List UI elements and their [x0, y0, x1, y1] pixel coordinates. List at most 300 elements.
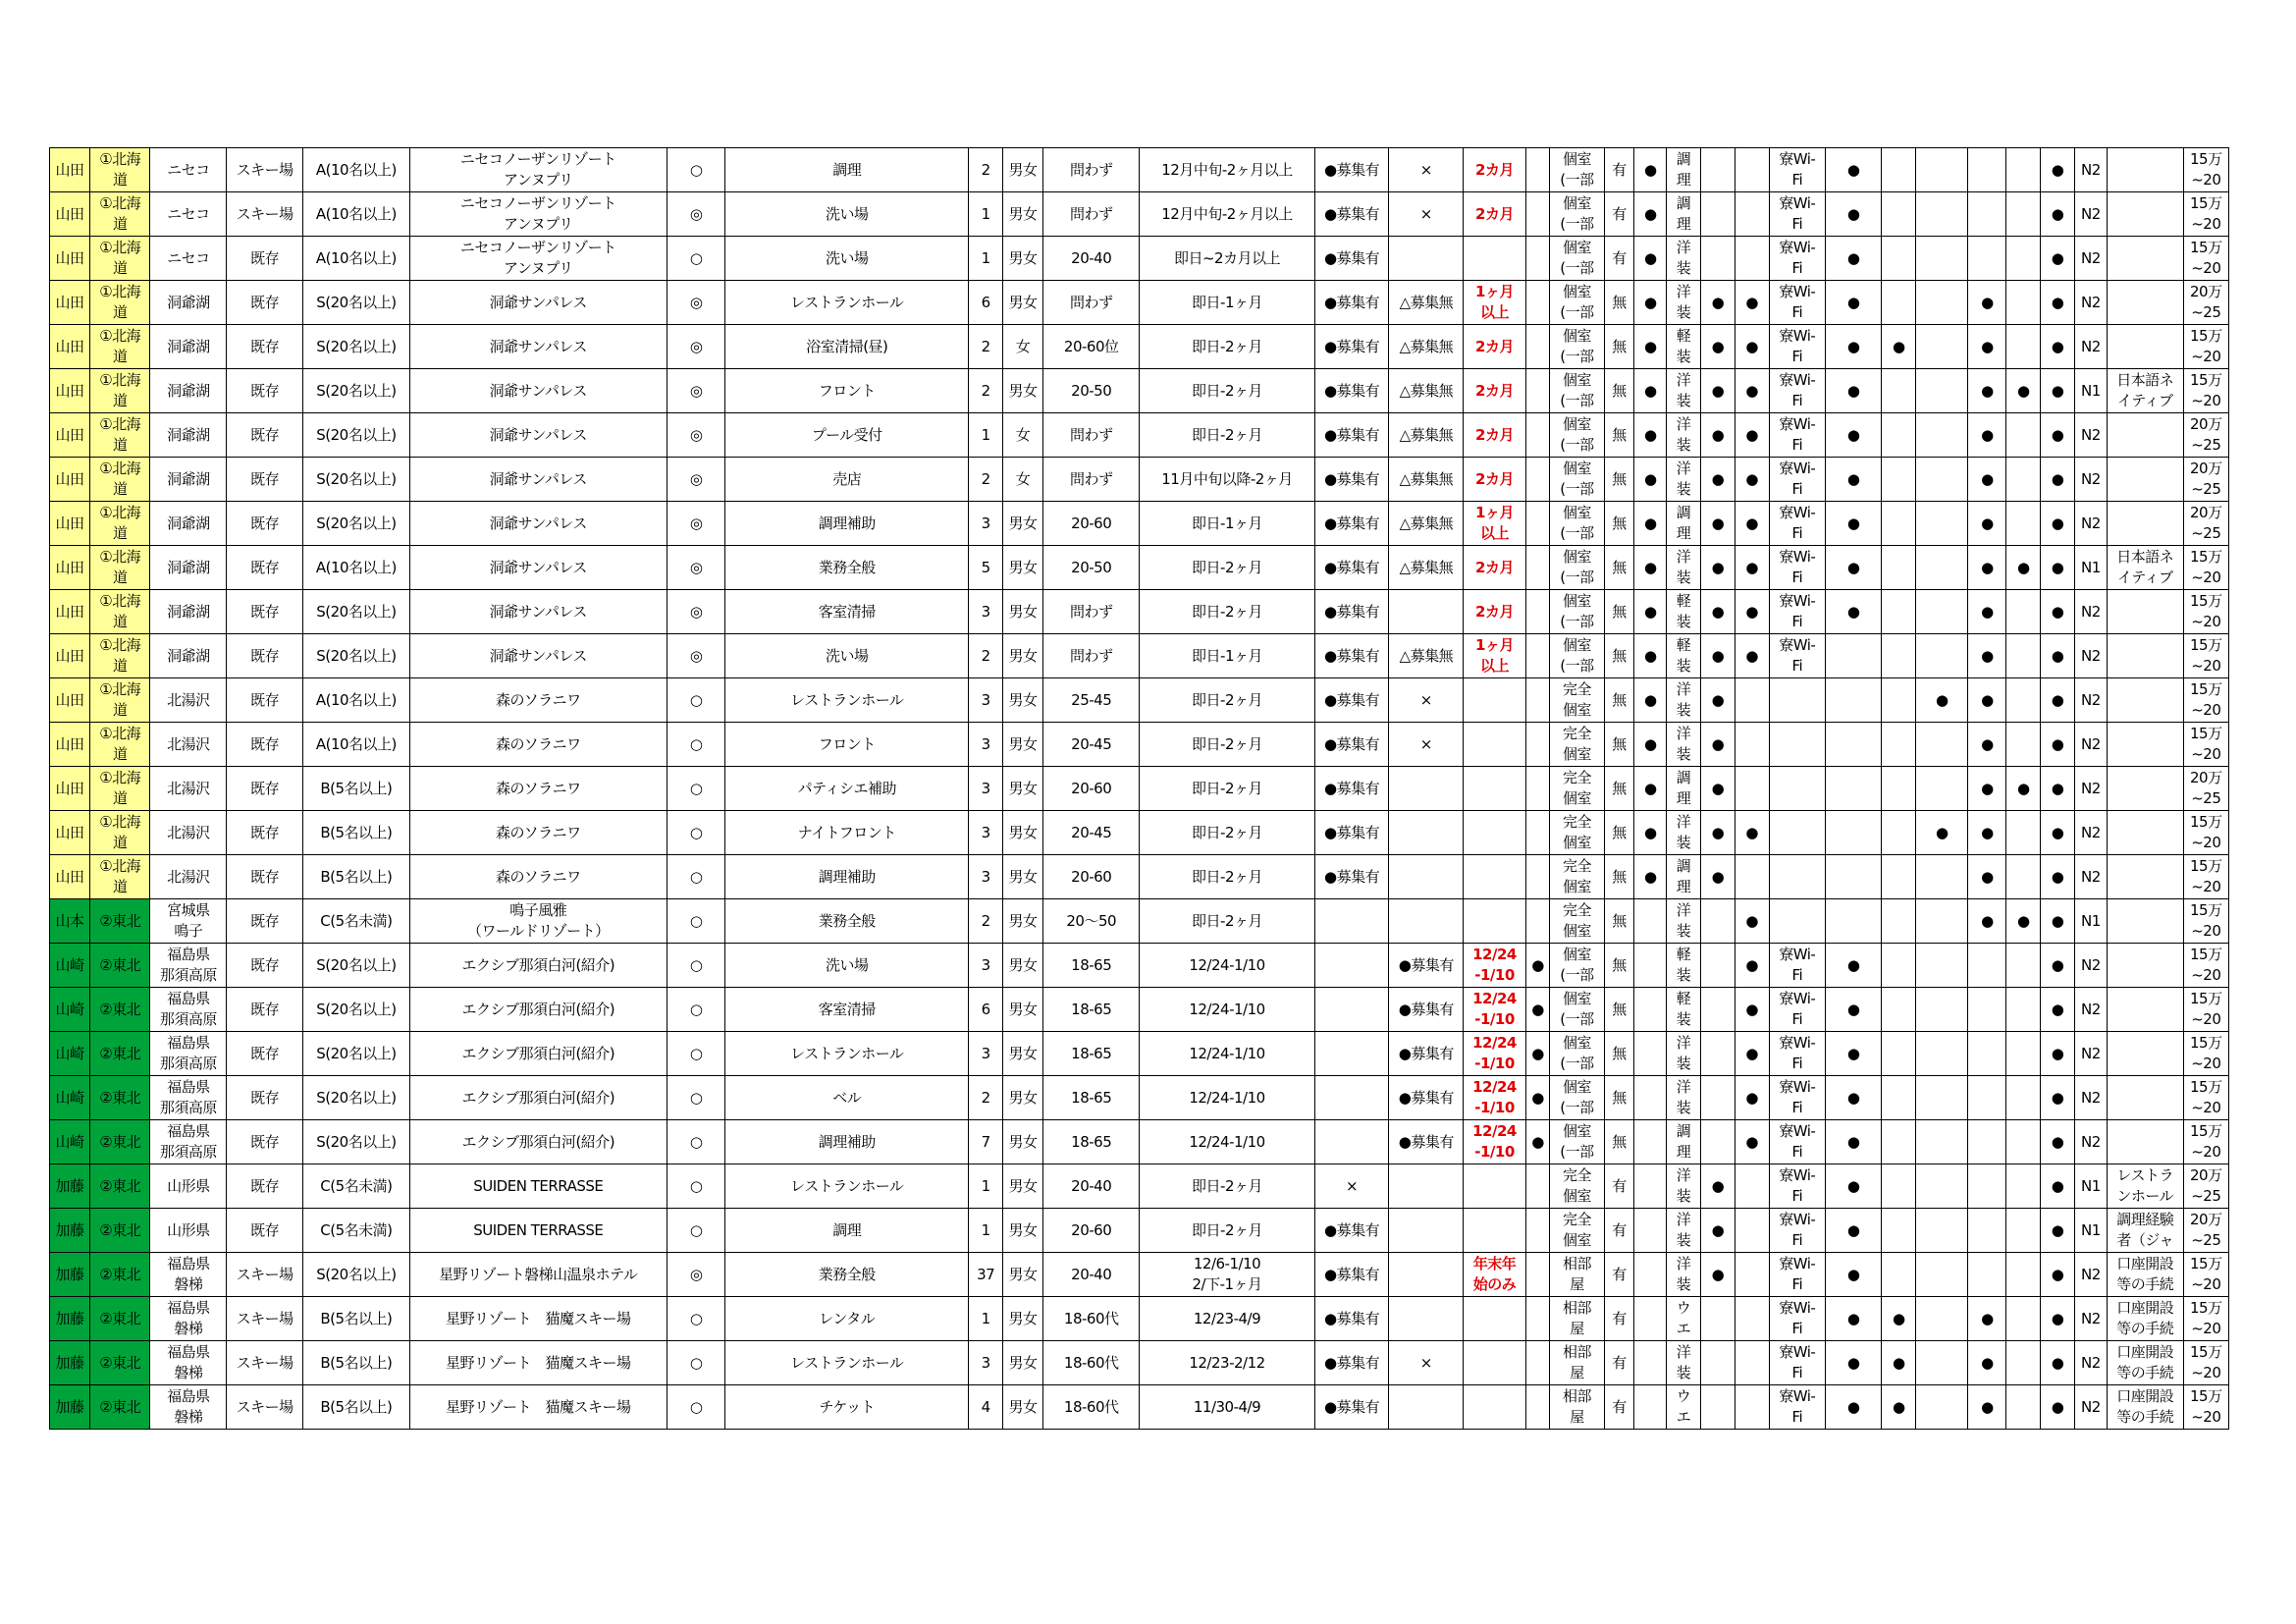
area-cell: ニセコ — [150, 192, 227, 237]
size-cell: S(20名以上) — [303, 369, 410, 413]
period-cell: 即日-1ヶ月 — [1140, 281, 1314, 325]
room-cell: 個室 (一部 — [1550, 988, 1604, 1032]
recruit-alt-cell: ●募集有 — [1389, 988, 1464, 1032]
age-cell: 20-45 — [1043, 811, 1140, 855]
recruit-alt-cell: △募集無 — [1389, 458, 1464, 502]
fee-cell: 無 — [1604, 1076, 1634, 1120]
period-cell: 12/24-1/10 — [1140, 988, 1314, 1032]
check-cell — [1525, 546, 1550, 590]
staff-cell: 山本 — [50, 899, 90, 944]
rating-mark: ○ — [667, 1164, 724, 1209]
period-cell: 12月中旬-2ヶ月以上 — [1140, 192, 1314, 237]
gender-cell: 女 — [1003, 325, 1043, 369]
check-cell — [1968, 1253, 2006, 1297]
gender-cell: 男女 — [1003, 1076, 1043, 1120]
wifi-cell: 寮Wi- Fi — [1769, 988, 1825, 1032]
note-cell — [2107, 192, 2183, 237]
count-cell: 37 — [969, 1253, 1003, 1297]
check-cell — [2006, 678, 2041, 723]
check-cell — [2006, 325, 2041, 369]
check-cell: ● — [1968, 413, 2006, 458]
wifi-cell — [1769, 678, 1825, 723]
check-cell: ● — [2041, 590, 2075, 634]
jlpt-cell: N2 — [2075, 148, 2108, 192]
check-cell — [1916, 325, 1968, 369]
check-cell — [1825, 723, 1881, 767]
area-cell: 福島県 磐梯 — [150, 1341, 227, 1385]
facility-cell: エクシブ那須白河(紹介) — [409, 988, 667, 1032]
period-cell: 即日-2ヶ月 — [1140, 1209, 1314, 1253]
option-cell: ● — [1735, 634, 1769, 678]
staff-cell: 山田 — [50, 678, 90, 723]
check-cell — [1916, 413, 1968, 458]
gender-cell: 男女 — [1003, 855, 1043, 899]
period-cell: 即日-2ヶ月 — [1140, 546, 1314, 590]
size-cell: S(20名以上) — [303, 281, 410, 325]
recruit-cell — [1314, 1032, 1389, 1076]
region-cell: ②東北 — [89, 1076, 149, 1120]
count-cell: 3 — [969, 723, 1003, 767]
area-cell: 福島県 磐梯 — [150, 1385, 227, 1430]
gender-cell: 男女 — [1003, 1032, 1043, 1076]
check-cell: ● — [2041, 192, 2075, 237]
recruit-cell: ●募集有 — [1314, 1385, 1389, 1430]
check-cell: ● — [1825, 148, 1881, 192]
option-cell: ● — [1700, 369, 1735, 413]
fee-cell: 無 — [1604, 988, 1634, 1032]
job-cell: フロント — [725, 369, 969, 413]
note-cell — [2107, 634, 2183, 678]
fee-cell: 無 — [1604, 944, 1634, 988]
check-cell: ● — [2041, 855, 2075, 899]
facility-cell: 星野リゾート 猫魔スキー場 — [409, 1297, 667, 1341]
option-cell: ● — [1735, 899, 1769, 944]
job-cell: チケット — [725, 1385, 969, 1430]
uniform-cell: 調 理 — [1667, 767, 1701, 811]
jlpt-cell: N2 — [2075, 1076, 2108, 1120]
count-cell: 3 — [969, 855, 1003, 899]
staff-cell: 山田 — [50, 723, 90, 767]
gender-cell: 男女 — [1003, 590, 1043, 634]
recruit-cell: ●募集有 — [1314, 1341, 1389, 1385]
jlpt-cell: N2 — [2075, 1253, 2108, 1297]
check-cell — [1882, 855, 1916, 899]
facility-cell: ニセコノーザンリゾート アンヌプリ — [409, 237, 667, 281]
size-cell: S(20名以上) — [303, 325, 410, 369]
age-cell: 問わず — [1043, 281, 1140, 325]
pay-cell: 20万 ~25 — [2183, 413, 2228, 458]
type-cell: 既存 — [227, 1120, 303, 1164]
check-cell — [2006, 1209, 2041, 1253]
rating-mark: ○ — [667, 944, 724, 988]
staff-cell: 山田 — [50, 281, 90, 325]
meal-cell: ● — [1634, 369, 1667, 413]
check-cell: ● — [2041, 1253, 2075, 1297]
age-cell: 20-60 — [1043, 1209, 1140, 1253]
recruit-cell: ●募集有 — [1314, 502, 1389, 546]
fee-cell: 無 — [1604, 723, 1634, 767]
region-cell: ②東北 — [89, 1385, 149, 1430]
check-cell: ● — [1825, 1253, 1881, 1297]
facility-cell: 洞爺サンパレス — [409, 502, 667, 546]
jlpt-cell: N2 — [2075, 1120, 2108, 1164]
count-cell: 1 — [969, 192, 1003, 237]
rating-mark: ○ — [667, 1076, 724, 1120]
recruit-cell — [1314, 899, 1389, 944]
check-cell — [2006, 723, 2041, 767]
check-cell: ● — [1916, 811, 1968, 855]
rating-mark: ◎ — [667, 546, 724, 590]
facility-cell: エクシブ那須白河(紹介) — [409, 1032, 667, 1076]
check-cell: ● — [1825, 1385, 1881, 1430]
option-cell: ● — [1735, 1120, 1769, 1164]
room-cell: 個室 (一部 — [1550, 502, 1604, 546]
staff-cell: 山崎 — [50, 1032, 90, 1076]
pay-cell: 20万 ~25 — [2183, 281, 2228, 325]
rating-mark: ○ — [667, 237, 724, 281]
gender-cell: 男女 — [1003, 988, 1043, 1032]
age-cell: 20-60 — [1043, 855, 1140, 899]
check-cell — [1525, 369, 1550, 413]
gender-cell: 男女 — [1003, 944, 1043, 988]
check-cell — [2006, 281, 2041, 325]
uniform-cell: 調 理 — [1667, 192, 1701, 237]
jlpt-cell: N2 — [2075, 811, 2108, 855]
recruit-alt-cell: ●募集有 — [1389, 1032, 1464, 1076]
uniform-cell: 洋 装 — [1667, 899, 1701, 944]
period-cell: 即日~2カ月以上 — [1140, 237, 1314, 281]
pay-cell: 15万 ~20 — [2183, 1253, 2228, 1297]
count-cell: 2 — [969, 1076, 1003, 1120]
job-cell: レストランホール — [725, 1032, 969, 1076]
check-cell: ● — [1825, 237, 1881, 281]
area-cell: 洞爺湖 — [150, 458, 227, 502]
size-cell: B(5名以上) — [303, 1385, 410, 1430]
size-cell: C(5名未満) — [303, 1164, 410, 1209]
room-cell: 相部 屋 — [1550, 1297, 1604, 1341]
job-cell: レストランホール — [725, 1341, 969, 1385]
check-cell: ● — [1525, 1076, 1550, 1120]
pay-cell: 15万 ~20 — [2183, 1385, 2228, 1430]
note-cell — [2107, 1120, 2183, 1164]
check-cell: ● — [1968, 1297, 2006, 1341]
note-cell — [2107, 458, 2183, 502]
option-cell: ● — [1735, 369, 1769, 413]
job-cell: レンタル — [725, 1297, 969, 1341]
check-cell: ● — [2041, 148, 2075, 192]
type-cell: 既存 — [227, 458, 303, 502]
check-cell: ● — [1968, 634, 2006, 678]
pay-cell: 15万 ~20 — [2183, 546, 2228, 590]
jlpt-cell: N2 — [2075, 988, 2108, 1032]
region-cell: ①北海 道 — [89, 237, 149, 281]
check-cell — [1882, 192, 1916, 237]
room-cell: 完全 個室 — [1550, 723, 1604, 767]
check-cell — [1525, 1164, 1550, 1209]
facility-cell: 森のソラニワ — [409, 811, 667, 855]
period-cell: 即日-2ヶ月 — [1140, 678, 1314, 723]
duration-cell — [1464, 723, 1526, 767]
jlpt-cell: N2 — [2075, 1297, 2108, 1341]
option-cell — [1735, 678, 1769, 723]
period-cell: 11/30-4/9 — [1140, 1385, 1314, 1430]
duration-cell: 1ヶ月 以上 — [1464, 502, 1526, 546]
size-cell: S(20名以上) — [303, 1032, 410, 1076]
recruit-cell: ●募集有 — [1314, 590, 1389, 634]
count-cell: 3 — [969, 590, 1003, 634]
check-cell — [1882, 546, 1916, 590]
period-cell: 12/24-1/10 — [1140, 1076, 1314, 1120]
region-cell: ①北海 道 — [89, 590, 149, 634]
table-row — [50, 899, 2229, 944]
check-cell: ● — [1825, 281, 1881, 325]
room-cell: 個室 (一部 — [1550, 148, 1604, 192]
jlpt-cell: N2 — [2075, 413, 2108, 458]
room-cell: 完全 個室 — [1550, 1209, 1604, 1253]
table-row — [50, 1164, 2229, 1209]
check-cell: ● — [1825, 192, 1881, 237]
wifi-cell: 寮Wi- Fi — [1769, 1032, 1825, 1076]
meal-cell: ● — [1634, 281, 1667, 325]
fee-cell: 無 — [1604, 1120, 1634, 1164]
recruit-cell: ●募集有 — [1314, 281, 1389, 325]
wifi-cell — [1769, 811, 1825, 855]
check-cell — [1882, 590, 1916, 634]
age-cell: 20-45 — [1043, 723, 1140, 767]
facility-cell: 洞爺サンパレス — [409, 546, 667, 590]
count-cell: 1 — [969, 1164, 1003, 1209]
table-row — [50, 723, 2229, 767]
uniform-cell: 調 理 — [1667, 148, 1701, 192]
recruit-alt-cell: × — [1389, 192, 1464, 237]
recruit-alt-cell — [1389, 237, 1464, 281]
check-cell: ● — [1968, 767, 2006, 811]
pay-cell: 15万 ~20 — [2183, 1341, 2228, 1385]
recruit-alt-cell — [1389, 811, 1464, 855]
staff-cell: 山田 — [50, 634, 90, 678]
period-cell: 12/24-1/10 — [1140, 1032, 1314, 1076]
facility-cell: ニセコノーザンリゾート アンヌプリ — [409, 192, 667, 237]
region-cell: ①北海 道 — [89, 855, 149, 899]
size-cell: S(20名以上) — [303, 502, 410, 546]
check-cell — [1916, 723, 1968, 767]
facility-cell: SUIDEN TERRASSE — [409, 1209, 667, 1253]
wifi-cell — [1769, 855, 1825, 899]
meal-cell: ● — [1634, 855, 1667, 899]
count-cell: 2 — [969, 458, 1003, 502]
option-cell: ● — [1735, 988, 1769, 1032]
size-cell: B(5名以上) — [303, 811, 410, 855]
meal-cell: ● — [1634, 325, 1667, 369]
pay-cell: 15万 ~20 — [2183, 237, 2228, 281]
check-cell: ● — [2041, 1120, 2075, 1164]
recruit-cell: ●募集有 — [1314, 767, 1389, 811]
count-cell: 6 — [969, 988, 1003, 1032]
uniform-cell: ウ エ — [1667, 1385, 1701, 1430]
check-cell: ● — [1825, 944, 1881, 988]
fee-cell: 無 — [1604, 546, 1634, 590]
check-cell — [1968, 1032, 2006, 1076]
check-cell: ● — [2041, 546, 2075, 590]
option-cell — [1700, 1385, 1735, 1430]
duration-cell — [1464, 1164, 1526, 1209]
period-cell: 即日-2ヶ月 — [1140, 767, 1314, 811]
period-cell: 即日-2ヶ月 — [1140, 325, 1314, 369]
check-cell — [1916, 1385, 1968, 1430]
meal-cell: ● — [1634, 811, 1667, 855]
age-cell: 18-65 — [1043, 988, 1140, 1032]
meal-cell: ● — [1634, 546, 1667, 590]
room-cell: 個室 (一部 — [1550, 281, 1604, 325]
jlpt-cell: N1 — [2075, 1209, 2108, 1253]
jlpt-cell: N2 — [2075, 237, 2108, 281]
rating-mark: ○ — [667, 1032, 724, 1076]
age-cell: 18-65 — [1043, 1076, 1140, 1120]
check-cell — [2006, 237, 2041, 281]
recruit-cell: ●募集有 — [1314, 237, 1389, 281]
facility-cell: 森のソラニワ — [409, 767, 667, 811]
check-cell — [1882, 899, 1916, 944]
staff-cell: 山田 — [50, 546, 90, 590]
age-cell: 20-40 — [1043, 1164, 1140, 1209]
duration-cell: 12/24 -1/10 — [1464, 1076, 1526, 1120]
table-row — [50, 678, 2229, 723]
note-cell — [2107, 502, 2183, 546]
duration-cell: 12/24 -1/10 — [1464, 1032, 1526, 1076]
pay-cell: 15万 ~20 — [2183, 811, 2228, 855]
recruit-alt-cell: △募集無 — [1389, 634, 1464, 678]
area-cell: 福島県 那須高原 — [150, 1120, 227, 1164]
check-cell: ● — [1968, 502, 2006, 546]
area-cell: 福島県 磐梯 — [150, 1253, 227, 1297]
option-cell: ● — [1700, 1164, 1735, 1209]
pay-cell: 15万 ~20 — [2183, 678, 2228, 723]
facility-cell: 森のソラニワ — [409, 723, 667, 767]
type-cell: スキー場 — [227, 192, 303, 237]
facility-cell: 洞爺サンパレス — [409, 458, 667, 502]
gender-cell: 男女 — [1003, 1253, 1043, 1297]
option-cell — [1700, 944, 1735, 988]
fee-cell: 無 — [1604, 1032, 1634, 1076]
facility-cell: 森のソラニワ — [409, 678, 667, 723]
facility-cell: 洞爺サンパレス — [409, 281, 667, 325]
check-cell — [2006, 855, 2041, 899]
check-cell: ● — [2041, 1032, 2075, 1076]
option-cell: ● — [1735, 1032, 1769, 1076]
age-cell: 問わず — [1043, 413, 1140, 458]
check-cell: ● — [1968, 855, 2006, 899]
check-cell: ● — [1968, 811, 2006, 855]
type-cell: スキー場 — [227, 1385, 303, 1430]
room-cell: 個室 (一部 — [1550, 944, 1604, 988]
staff-cell: 加藤 — [50, 1253, 90, 1297]
check-cell — [1525, 192, 1550, 237]
recruit-alt-cell: × — [1389, 678, 1464, 723]
table-row — [50, 1341, 2229, 1385]
check-cell — [1525, 1341, 1550, 1385]
check-cell — [1825, 811, 1881, 855]
pay-cell: 15万 ~20 — [2183, 855, 2228, 899]
type-cell: 既存 — [227, 767, 303, 811]
size-cell: S(20名以上) — [303, 590, 410, 634]
option-cell: ● — [1700, 458, 1735, 502]
region-cell: ①北海 道 — [89, 634, 149, 678]
check-cell — [1916, 1076, 1968, 1120]
check-cell: ● — [2041, 1341, 2075, 1385]
note-cell — [2107, 148, 2183, 192]
uniform-cell: 洋 装 — [1667, 1032, 1701, 1076]
check-cell — [1916, 281, 1968, 325]
table-row — [50, 546, 2229, 590]
gender-cell: 男女 — [1003, 281, 1043, 325]
pay-cell: 15万 ~20 — [2183, 944, 2228, 988]
check-cell — [2006, 458, 2041, 502]
uniform-cell: 軽 装 — [1667, 590, 1701, 634]
meal-cell: ● — [1634, 723, 1667, 767]
rating-mark: ◎ — [667, 369, 724, 413]
check-cell — [1916, 148, 1968, 192]
recruit-cell: ●募集有 — [1314, 192, 1389, 237]
check-cell — [1525, 1297, 1550, 1341]
option-cell — [1700, 1032, 1735, 1076]
area-cell: 北湯沢 — [150, 723, 227, 767]
region-cell: ①北海 道 — [89, 502, 149, 546]
duration-cell: 2カ月 — [1464, 590, 1526, 634]
uniform-cell: 洋 装 — [1667, 723, 1701, 767]
job-cell: ナイトフロント — [725, 811, 969, 855]
region-cell: ①北海 道 — [89, 546, 149, 590]
size-cell: A(10名以上) — [303, 678, 410, 723]
check-cell: ● — [2041, 325, 2075, 369]
jlpt-cell: N2 — [2075, 855, 2108, 899]
check-cell — [1525, 237, 1550, 281]
wifi-cell: 寮Wi- Fi — [1769, 634, 1825, 678]
area-cell: 福島県 那須高原 — [150, 1076, 227, 1120]
room-cell: 完全 個室 — [1550, 678, 1604, 723]
check-cell: ● — [2041, 1385, 2075, 1430]
recruit-cell — [1314, 988, 1389, 1032]
type-cell: 既存 — [227, 237, 303, 281]
table-row — [50, 811, 2229, 855]
table-row — [50, 237, 2229, 281]
region-cell: ①北海 道 — [89, 458, 149, 502]
type-cell: スキー場 — [227, 1297, 303, 1341]
meal-cell: ● — [1634, 192, 1667, 237]
size-cell: C(5名未満) — [303, 899, 410, 944]
option-cell: ● — [1700, 723, 1735, 767]
option-cell — [1700, 237, 1735, 281]
table-row — [50, 148, 2229, 192]
recruit-cell: ●募集有 — [1314, 723, 1389, 767]
check-cell — [1916, 855, 1968, 899]
check-cell — [1916, 590, 1968, 634]
staff-cell: 山崎 — [50, 1076, 90, 1120]
check-cell — [2006, 1385, 2041, 1430]
table-row — [50, 1076, 2229, 1120]
period-cell: 即日-2ヶ月 — [1140, 590, 1314, 634]
check-cell — [1916, 767, 1968, 811]
pay-cell: 15万 ~20 — [2183, 590, 2228, 634]
type-cell: 既存 — [227, 899, 303, 944]
period-cell: 11月中旬以降-2ヶ月 — [1140, 458, 1314, 502]
recruit-cell — [1314, 1076, 1389, 1120]
meal-cell — [1634, 944, 1667, 988]
pay-cell: 15万 ~20 — [2183, 1032, 2228, 1076]
rating-mark: ◎ — [667, 192, 724, 237]
area-cell: ニセコ — [150, 148, 227, 192]
check-cell: ● — [1525, 988, 1550, 1032]
check-cell — [2006, 502, 2041, 546]
